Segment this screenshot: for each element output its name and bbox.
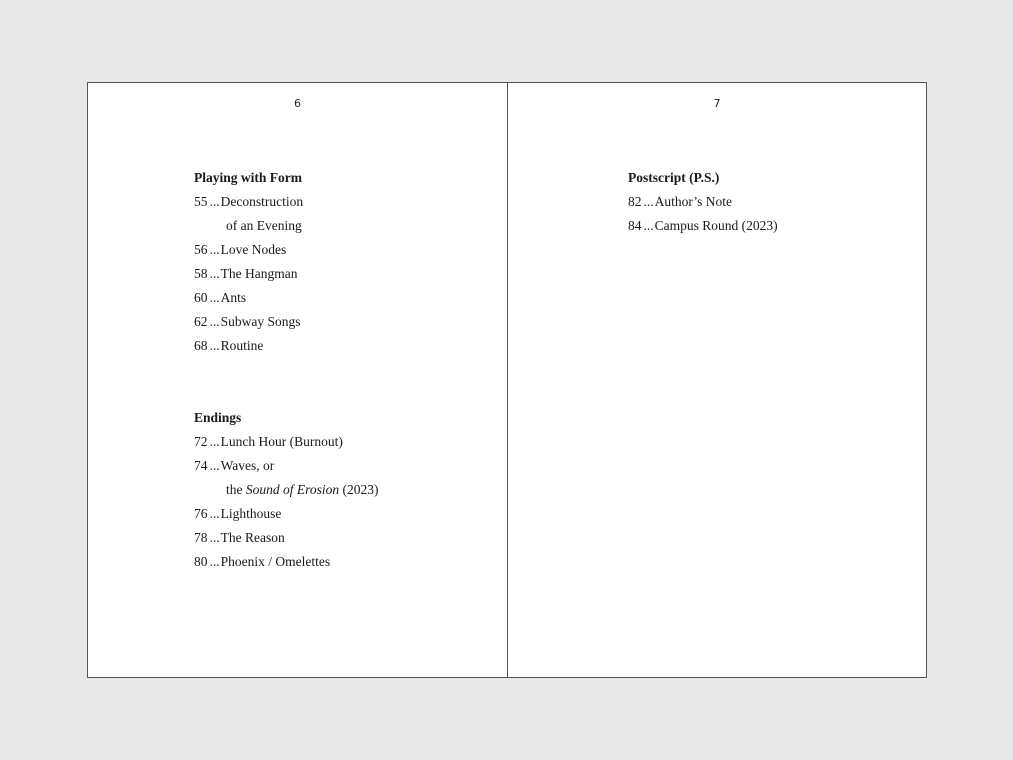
entry-title: Lunch Hour (Burnout)	[220, 434, 343, 449]
entry-page-number: 60	[194, 290, 208, 305]
entry-title: The Hangman	[220, 266, 298, 281]
leader-dots: ...	[209, 266, 220, 281]
entry-title: Love Nodes	[220, 242, 287, 257]
left-page	[88, 83, 508, 677]
entry-page-number: 76	[194, 506, 208, 521]
leader-dots: ...	[209, 458, 220, 473]
entry-page-number: 58	[194, 266, 208, 281]
leader-dots: ...	[209, 290, 220, 305]
toc-section	[194, 406, 379, 574]
leader-dots: ...	[643, 194, 654, 209]
entry-title: Phoenix / Omelettes	[220, 554, 331, 569]
table-of-contents	[628, 166, 778, 286]
entry-page-number: 78	[194, 530, 208, 545]
entry-page-number: 55	[194, 194, 208, 209]
entry-page-number: 80	[194, 554, 208, 569]
entry-title: Author’s Note	[654, 194, 732, 209]
entry-title: Campus Round (2023)	[654, 218, 778, 233]
toc-entry	[194, 286, 379, 310]
section-title: Endings	[194, 410, 242, 425]
right-page	[508, 83, 926, 677]
section-title: Playing with Form	[194, 170, 302, 185]
toc-entry	[194, 262, 379, 286]
toc-entry	[194, 454, 379, 478]
entry-page-number: 72	[194, 434, 208, 449]
leader-dots: ...	[209, 194, 220, 209]
italic-title-text: Sound of Erosion	[245, 482, 340, 497]
toc-entry	[194, 502, 379, 526]
toc-entry	[194, 550, 379, 574]
toc-entry	[194, 238, 379, 262]
leader-dots: ...	[209, 530, 220, 545]
entry-title: Ants	[220, 290, 247, 305]
leader-dots: ...	[209, 434, 220, 449]
entry-page-number: 74	[194, 458, 208, 473]
entry-page-number: 84	[628, 218, 642, 233]
leader-dots: ...	[209, 338, 220, 353]
page-number: 6	[294, 97, 301, 110]
entry-title: The Reason	[220, 530, 285, 545]
toc-entry	[194, 310, 379, 334]
entry-page-number: 82	[628, 194, 642, 209]
leader-dots: ...	[209, 314, 220, 329]
continuation-text: the	[226, 482, 246, 497]
continuation-year: (2023)	[339, 482, 379, 497]
entry-title: Routine	[220, 338, 264, 353]
entry-title: Deconstruction	[220, 194, 304, 209]
leader-dots: ...	[209, 506, 220, 521]
toc-entry	[194, 430, 379, 454]
table-of-contents	[194, 166, 379, 622]
entry-title: Subway Songs	[220, 314, 301, 329]
toc-entry	[194, 334, 379, 358]
page-number: 7	[713, 97, 721, 110]
toc-entry	[194, 190, 379, 214]
entry-page-number: 68	[194, 338, 208, 353]
leader-dots: ...	[209, 554, 220, 569]
entry-page-number: 56	[194, 242, 208, 257]
leader-dots: ...	[209, 242, 220, 257]
toc-section	[194, 166, 379, 358]
toc-section	[628, 166, 778, 238]
leader-dots: ...	[643, 218, 654, 233]
entry-title-continuation	[194, 478, 379, 502]
entry-title: Lighthouse	[220, 506, 282, 521]
toc-entry	[194, 526, 379, 550]
section-title: Postscript (P.S.)	[628, 170, 720, 185]
toc-entry	[628, 214, 778, 238]
book-spread	[87, 82, 927, 678]
entry-page-number: 62	[194, 314, 208, 329]
entry-title: Waves, or	[220, 458, 275, 473]
entry-title-continuation: of an Evening	[226, 218, 302, 233]
toc-entry	[628, 190, 778, 214]
